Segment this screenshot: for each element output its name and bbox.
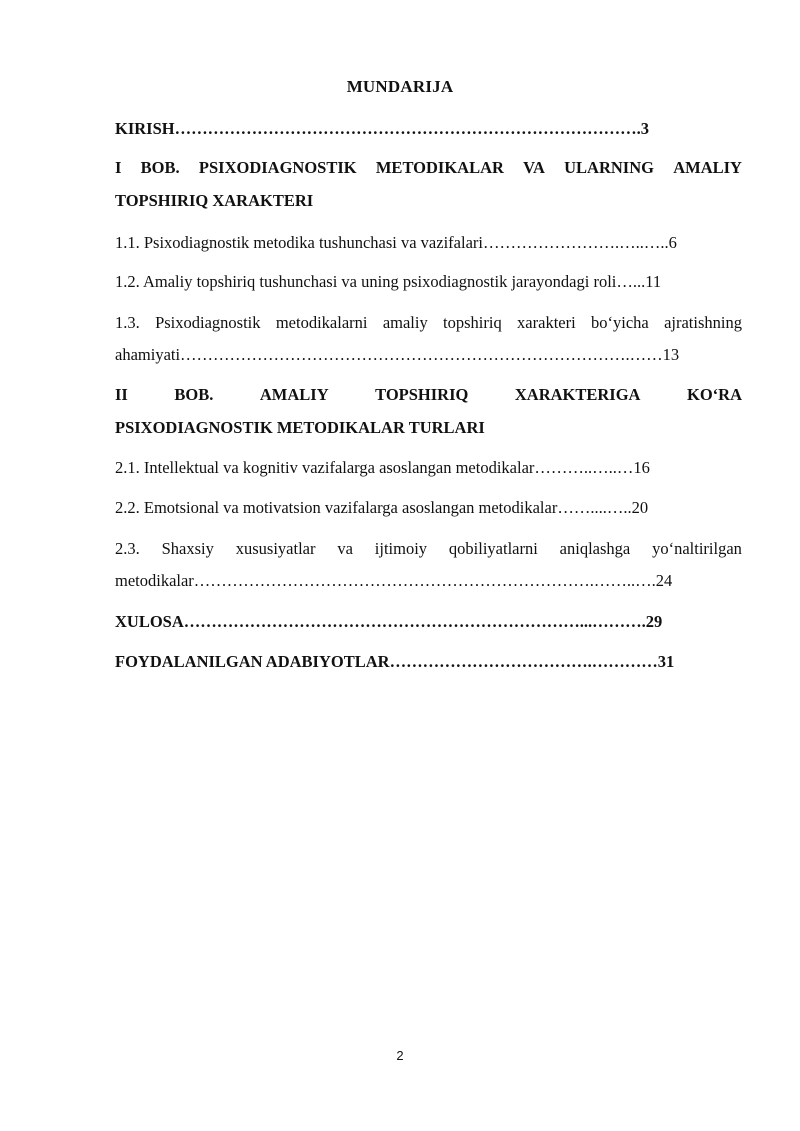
word: va bbox=[337, 539, 353, 558]
toc-entry-1-1: 1.1. Psixodiagnostik metodika tushunchasi va vazifalari…………………….…..…..6 bbox=[115, 233, 677, 252]
word: II bbox=[115, 385, 128, 404]
word: METODIKALAR bbox=[375, 158, 504, 177]
word: topshiriq bbox=[443, 313, 502, 332]
word: metodikalarni bbox=[275, 313, 368, 332]
word: I bbox=[115, 158, 122, 177]
toc-chapter-2-heading-line2: PSIXODIAGNOSTIK METODIKALAR TURLARI bbox=[115, 418, 485, 437]
word: VA bbox=[523, 158, 545, 177]
toc-entry-1-2: 1.2. Amaliy topshiriq tushunchasi va uning psixodiagnostik jarayondagi roli…...11 bbox=[115, 272, 662, 291]
word: PSIXODIAGNOSTIK bbox=[198, 158, 357, 177]
word: aniqlashga bbox=[559, 539, 631, 558]
word: 1.3. bbox=[115, 313, 140, 332]
toc-entry-2-1: 2.1. Intellektual va kognitiv vazifalarga asoslangan metodikalar………..…..…16 bbox=[115, 458, 650, 477]
word: xususiyatlar bbox=[235, 539, 316, 558]
word: Shaxsiy bbox=[161, 539, 214, 558]
toc-entry-xulosa: XULOSA………………………………………………………………...……….29 bbox=[115, 612, 663, 631]
word: ULARNING bbox=[564, 158, 654, 177]
toc-entry-2-2: 2.2. Emotsional va motivatsion vazifalarga asoslangan metodikalar……....…..20 bbox=[115, 498, 649, 517]
word: Psixodiagnostik bbox=[155, 313, 261, 332]
page-number: 2 bbox=[396, 1048, 404, 1063]
toc-entry-2-3-line2: metodikalar……………………………………………………………….……..….24 bbox=[115, 571, 673, 590]
toc-chapter-1-heading-line2: TOPSHIRIQ XARAKTERI bbox=[115, 191, 314, 210]
toc-entry-1-3-line2: ahamiyati……………………………………………………………………….……13 bbox=[115, 345, 680, 364]
word: ijtimoiy bbox=[374, 539, 428, 558]
toc-chapter-1-heading-line1 bbox=[115, 158, 742, 178]
word: AMALIY bbox=[673, 158, 742, 177]
word: 2.3. bbox=[115, 539, 140, 558]
word: BOB. bbox=[174, 385, 214, 404]
toc-entry-kirish: KIRISH………………………………………………………………………….3 bbox=[115, 119, 649, 138]
toc-entry-adabiyotlar: FOYDALANILGAN ADABIYOTLAR……………………………….…………31 bbox=[115, 652, 675, 671]
word: bo‘yicha bbox=[591, 313, 649, 332]
toc-chapter-2-heading-line1 bbox=[115, 385, 742, 405]
word: AMALIY bbox=[259, 385, 329, 404]
word: qobiliyatlarni bbox=[448, 539, 538, 558]
word: TOPSHIRIQ bbox=[375, 385, 469, 404]
word: ajratishning bbox=[664, 313, 742, 332]
word: amaliy bbox=[382, 313, 428, 332]
page-title: MUNDARIJA bbox=[346, 77, 454, 96]
toc-entry-2-3-line1 bbox=[115, 539, 742, 559]
word: yo‘naltirilgan bbox=[652, 539, 742, 558]
word: KO‘RA bbox=[687, 385, 742, 404]
word: XARAKTERIGA bbox=[514, 385, 641, 404]
word: BOB. bbox=[140, 158, 180, 177]
toc-entry-1-3-line1 bbox=[115, 313, 742, 333]
word: xarakteri bbox=[517, 313, 576, 332]
